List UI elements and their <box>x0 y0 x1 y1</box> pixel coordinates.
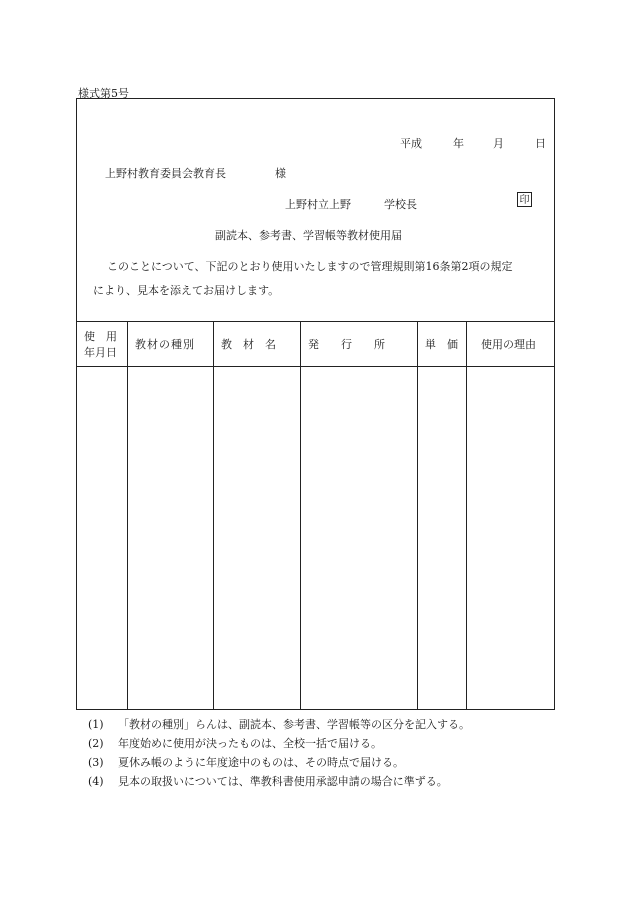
date-month: 月 <box>493 137 504 150</box>
header-use-date-top: 使 用 <box>84 330 117 343</box>
note-item <box>88 715 470 734</box>
date-era: 平成 <box>400 137 422 150</box>
note-text: 夏休み帳のように年度途中のものは、その時点で届ける。 <box>118 756 404 769</box>
table-col-divider-3 <box>300 321 301 710</box>
table-col-divider-2 <box>213 321 214 710</box>
recipient-name: 上野村教育委員会教育長 <box>105 167 226 180</box>
note-text: 見本の取扱いについては、準教科書使用承認申請の場合に準ずる。 <box>118 775 448 788</box>
note-text: 「教材の種別」らんは、副読本、参考書、学習帳等の区分を記入する。 <box>118 718 470 731</box>
table-col-divider-4 <box>417 321 418 710</box>
body-line-2: により、見本を添えてお届けします。 <box>93 284 280 297</box>
recipient <box>105 165 286 181</box>
form-frame <box>76 98 555 710</box>
table-top-rule <box>76 321 555 322</box>
date-year: 年 <box>453 137 464 150</box>
notes-list <box>88 715 470 791</box>
body-text <box>93 255 553 303</box>
note-number: (1) <box>88 718 104 731</box>
sender-title: 学校長 <box>384 198 417 211</box>
recipient-honorific: 様 <box>275 167 286 180</box>
note-item <box>88 734 470 753</box>
date-line <box>400 135 546 151</box>
date-day: 日 <box>535 137 546 150</box>
sender-school: 上野村立上野 <box>285 198 351 211</box>
note-item <box>88 772 470 791</box>
body-line-1: このことについて、下記のとおり使用いたしますので管理規則第16条第2項の規定 <box>107 260 513 273</box>
header-publisher: 発 行 所 <box>308 338 385 351</box>
table-col-divider-1 <box>127 321 128 710</box>
table-col-divider-5 <box>466 321 467 710</box>
seal-stamp: 印 <box>517 192 532 207</box>
header-reason: 使用の理由 <box>481 338 536 351</box>
form-number: 様式第5号 <box>78 87 129 100</box>
table-header-rule <box>76 366 555 367</box>
sender <box>285 196 417 212</box>
header-use-date-bottom: 年月日 <box>84 346 117 359</box>
header-material-type: 教材の種別 <box>135 338 195 351</box>
header-material-name: 教 材 名 <box>221 338 276 351</box>
note-number: (4) <box>88 775 104 788</box>
note-item <box>88 753 470 772</box>
note-number: (3) <box>88 756 104 769</box>
header-unit-price: 単 価 <box>425 338 458 351</box>
document-title: 副読本、参考書、学習帳等教材使用届 <box>215 229 402 242</box>
note-number: (2) <box>88 737 104 750</box>
note-text: 年度始めに使用が決ったものは、全校一括で届ける。 <box>118 737 382 750</box>
